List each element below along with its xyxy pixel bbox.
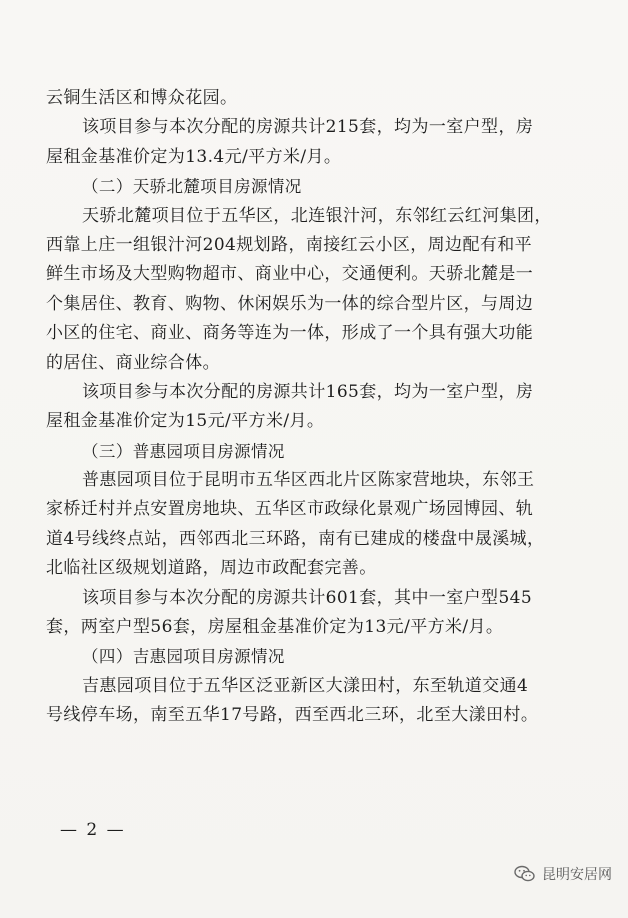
text-line: 西靠上庄一组银汁河204规划路，南接红云小区，周边配有和平 xyxy=(46,234,533,255)
text-line: 云铜生活区和博众花园。 xyxy=(46,88,238,108)
text-line: 该项目参与本次分配的房源共计215套，均为一室户型，房 xyxy=(82,117,534,138)
text-line: 家桥迁村并点安置房地块、五华区市政绿化景观广场园博园、轨 xyxy=(46,499,534,520)
text-line: 套，两室户型56套，房屋租金基准价定为13元/平方米/月。 xyxy=(46,617,504,638)
text-line: 吉惠园项目位于五华区泛亚新区大漾田村，东至轨道交通4 xyxy=(82,675,529,696)
section-heading: （二）天骄北麓项目房源情况 xyxy=(82,177,302,197)
section-heading: （三）普惠园项目房源情况 xyxy=(82,441,285,461)
text-line: 北临社区级规划道路，周边市政配套完善。 xyxy=(46,558,377,579)
text-line: 屋租金基准价定为13.4元/平方米/月。 xyxy=(46,146,342,167)
text-line: 道4号线终点站，西邻西北三环路，南有已建成的楼盘中晟溪城， xyxy=(46,528,545,549)
text-line: 普惠园项目位于昆明市五华区西北片区陈家营地块，东邻王 xyxy=(82,470,535,491)
text-line: 号线停车场，南至五华17号路，西至西北三环，北至大漾田村。 xyxy=(46,705,539,726)
watermark-text: 昆明安居网 xyxy=(542,867,612,883)
document-body xyxy=(46,84,594,731)
page-number: — 2 — xyxy=(60,820,126,840)
section-heading: （四）吉惠园项目房源情况 xyxy=(82,647,285,667)
wechat-icon xyxy=(514,865,536,883)
text-line: 屋租金基准价定为15元/平方米/月。 xyxy=(46,411,325,432)
text-line: 该项目参与本次分配的房源共计601套，其中一室户型545 xyxy=(82,587,533,608)
source-watermark xyxy=(514,864,612,884)
text-line: 天骄北麓项目位于五华区，北连银汁河，东邻红云红河集团， xyxy=(82,205,552,226)
text-line: 的居住、商业综合体。 xyxy=(46,352,220,373)
text-line: 该项目参与本次分配的房源共计165套，均为一室户型，房 xyxy=(82,381,534,402)
text-line: 小区的住宅、商业、商务等连为一体，形成了一个具有强大功能 xyxy=(46,323,534,344)
text-line: 个集居住、教育、购物、休闲娱乐为一体的综合型片区，与周边 xyxy=(46,293,534,314)
text-line: 鲜生市场及大型购物超市、商业中心，交通便利。天骄北麓是一 xyxy=(46,264,534,285)
